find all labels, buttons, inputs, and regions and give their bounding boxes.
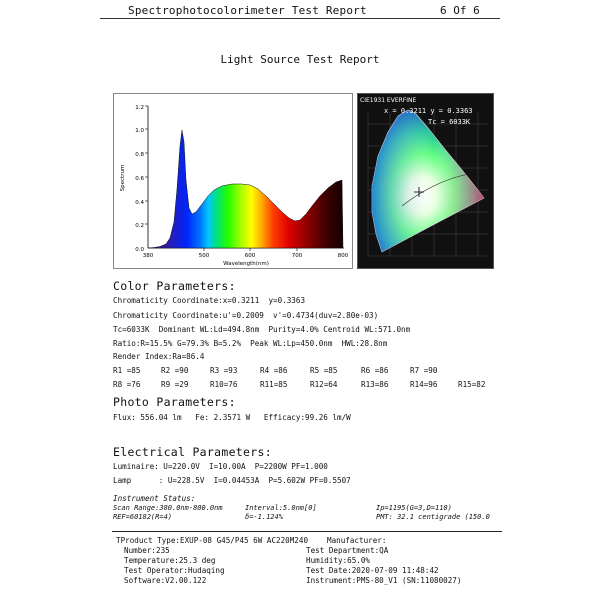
render-index-item: R9 =29 — [161, 380, 189, 389]
pmt-value: PMT: 32.1 centigrade (150.0 — [376, 513, 490, 521]
test-department: Test Department:QA — [306, 546, 389, 555]
render-index-item: R10=76 — [210, 380, 238, 389]
instrument: Instrument:PMS-80_V1 (SN:11080027) — [306, 576, 462, 585]
color-params-heading: Color Parameters: — [113, 279, 236, 293]
render-index-item: R5 =85 — [310, 366, 338, 375]
color-param-line: Tc=6033K Dominant WL:Ld=494.8nm Purity=4.0% Centroid WL:571.0nm — [113, 325, 411, 334]
y-tick: 0.4 — [135, 200, 144, 206]
spectrum-svg — [114, 94, 352, 268]
cie-label: CIE1931 EVERFINE — [360, 97, 417, 104]
render-index-item: R11=85 — [260, 380, 288, 389]
page-number: 6 Of 6 — [440, 4, 480, 17]
report-header-title: Spectrophotocolorimeter Test Report — [128, 4, 367, 17]
render-index-item: R1 =85 — [113, 366, 141, 375]
render-index-item: R8 =76 — [113, 380, 141, 389]
cie-xy-readout: x = 0.3211 y = 0.3363 — [384, 107, 473, 115]
report-title: Light Source Test Report — [220, 53, 380, 66]
instrument-status-heading: Instrument Status: — [113, 494, 196, 503]
y-tick: 0.2 — [135, 223, 144, 229]
product-type: TProduct Type:EXUP-08 G45/P45 6W AC220M240 — [116, 536, 309, 545]
y-tick: 1.0 — [135, 128, 144, 134]
x-tick: 700 — [291, 253, 303, 259]
render-index-item: R3 =93 — [210, 366, 238, 375]
spectrum-curve — [148, 130, 343, 248]
color-param-line: Ratio:R=15.5% G=79.3% B=5.2% Peak WL:Lp=450.0nm HWL:28.8nm — [113, 339, 388, 348]
y-tick: 0.8 — [135, 152, 144, 158]
photo-params-heading: Photo Parameters: — [113, 395, 236, 409]
y-axis-label: Spectrum — [120, 164, 126, 192]
render-index-item: R13=86 — [361, 380, 389, 389]
footer-rule — [112, 531, 502, 532]
humidity: Humidity:65.0% — [306, 556, 371, 565]
spectrum-chart — [113, 93, 353, 269]
scan-range: Scan Range:380.0nm-800.0nm — [113, 504, 223, 512]
cie-svg — [358, 94, 493, 268]
y-tick: 0.0 — [135, 247, 144, 253]
x-tick: 600 — [244, 253, 256, 259]
number: Number:235 — [124, 546, 170, 555]
render-index-item: R15=82 — [458, 380, 486, 389]
cie-tc-readout: Tc = 6033K — [428, 118, 471, 126]
x-tick: 380 — [142, 253, 154, 259]
color-param-line: Chromaticity Coordinate:u'=0.2009 v'=0.4734(duv=2.80e-03) — [113, 311, 379, 320]
render-index-item: R6 =86 — [361, 366, 389, 375]
delta-value: δ=-1.124% — [245, 513, 283, 521]
render-index-item: R4 =86 — [260, 366, 288, 375]
render-index-item: R12=64 — [310, 380, 338, 389]
render-index-item: R14=96 — [410, 380, 438, 389]
ip-value: Ip=1195(G=3,D=110) — [376, 504, 452, 512]
electrical-params-heading: Electrical Parameters: — [113, 445, 272, 459]
render-index-item: R2 =90 — [161, 366, 189, 375]
header-rule — [100, 18, 500, 19]
interval: Interval:5.0nm[0] — [245, 504, 317, 512]
ref-value: REF=60182(R=4) — [113, 513, 173, 521]
test-date: Test Date:2020-07-09 11:48:42 — [306, 566, 439, 575]
x-tick: 800 — [337, 253, 349, 259]
y-tick: 0.6 — [135, 176, 144, 182]
manufacturer: Manufacturer: — [327, 536, 387, 545]
cie-chart — [357, 93, 494, 269]
x-tick: 500 — [198, 253, 210, 259]
photo-param-line: Flux: 556.04 lm Fe: 2.3571 W Efficacy:99.26 lm/W — [113, 413, 351, 422]
render-index-item: R7 =90 — [410, 366, 438, 375]
luminaire-line: Luminaire: U=220.0V I=10.00A P=2200W PF=1.000 — [113, 462, 328, 471]
software: Software:V2.00.122 — [124, 576, 207, 585]
test-operator: Test Operator:Hudaqing — [124, 566, 225, 575]
y-tick: 1.2 — [135, 105, 144, 111]
temperature: Temperature:25.3 deg — [124, 556, 216, 565]
x-axis-label: Wavelength(nm) — [223, 261, 269, 267]
color-param-line: Render Index:Ra=86.4 — [113, 352, 205, 361]
color-param-line: Chromaticity Coordinate:x=0.3211 y=0.3363 — [113, 296, 306, 305]
lamp-line: Lamp : U=228.5V I=0.04453A P=5.602W PF=0.5507 — [113, 476, 351, 485]
